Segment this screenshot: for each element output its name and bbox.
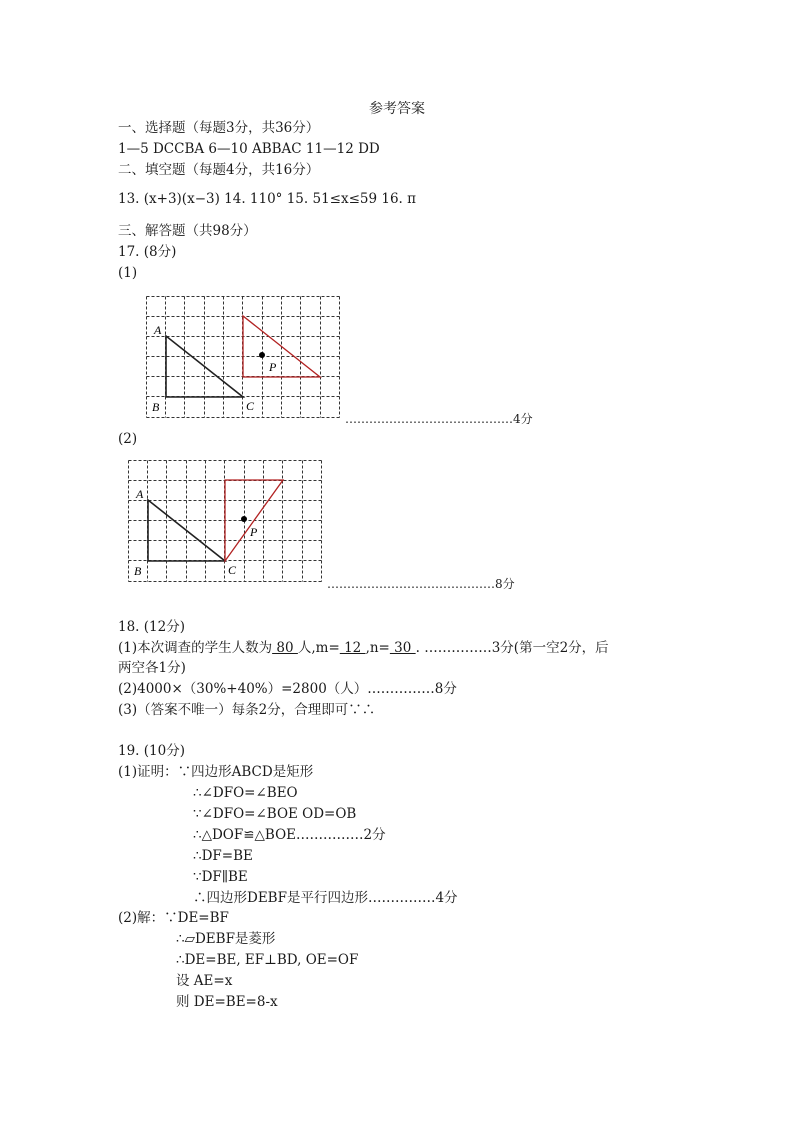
page-title: 参考答案 [369, 101, 425, 117]
q18-header: 18. (12分) [118, 619, 185, 635]
label-a-1: A [154, 323, 162, 337]
label-b-1: B [152, 400, 160, 414]
q18-line2: 两空各1分) [118, 660, 186, 676]
q18-blank-students: 80 [272, 640, 298, 656]
q19-line1: (1)证明：∵四边形ABCD是矩形 [118, 764, 314, 780]
section1-heading: 一、选择题（每题3分，共36分） [118, 120, 320, 136]
q19-header: 19. (10分) [118, 743, 185, 759]
q19-line4: ∴△DOF≌△BOE……………2分 [193, 827, 386, 843]
q19-line10: ∴DE=BE, EF⊥BD, OE=OF [176, 952, 359, 968]
q18-line1-mid1: 人,m= [297, 640, 340, 656]
label-a-2: A [136, 487, 144, 501]
q19-line9: ∴▱DEBF是菱形 [176, 931, 276, 947]
q17-part2-score: ……………………………………8分 [327, 577, 515, 591]
label-c-2: C [228, 563, 237, 577]
q19-line5: ∴DF=BE [193, 848, 253, 864]
q18-line1-prefix: (1)本次调查的学生人数为 [118, 640, 273, 656]
q18-blank-m: 12 [339, 640, 366, 656]
label-p-2: P [250, 525, 258, 539]
q19-line3: ∵∠DFO=∠BOE OD=OB [193, 806, 357, 822]
q17-part2-label: (2) [118, 431, 138, 447]
q18-line1-suffix: . ……………3分(第一空2分，后 [415, 640, 609, 656]
label-c-1: C [246, 399, 255, 413]
section2-heading: 二、填空题（每题4分，共16分） [118, 162, 320, 178]
label-b-2: B [134, 564, 142, 578]
point-p-1 [259, 352, 265, 358]
section2-answers: 13. (x+3)(x−3) 14. 110° 15. 51≤x≤59 16. π [118, 191, 416, 207]
q19-line11: 设 AE=x [176, 973, 233, 989]
grid-figure-1 [146, 296, 342, 420]
q18-line4: (3)（答案不唯一）每条2分，合理即可∵∴ [118, 702, 376, 718]
point-p-2 [241, 516, 247, 522]
q18-line1 [118, 639, 609, 657]
q17-header: 17. (8分) [118, 244, 177, 260]
section3-heading: 三、解答题（共98分） [118, 223, 257, 239]
section1-answers: 1—5 DCCBA 6—10 ABBAC 11—12 DD [118, 141, 380, 157]
q19-line6: ∵DF∥BE [193, 869, 248, 885]
label-p-1: P [269, 360, 277, 374]
q18-line1-mid2: ,n= [365, 640, 390, 656]
grid-figure-2 [128, 460, 324, 584]
q19-line7: ∴四边形DEBF是平行四边形……………4分 [193, 890, 458, 906]
q19-line2: ∴∠DFO=∠BEO [193, 785, 298, 801]
q19-line12: 则 DE=BE=8-x [176, 994, 278, 1010]
q18-line3: (2)4000×（30%+40%）=2800（人）……………8分 [118, 681, 457, 697]
q17-part1-label: (1) [118, 265, 138, 281]
q17-part1-score: ……………………………………4分 [345, 412, 533, 426]
q18-blank-n: 30 [389, 640, 416, 656]
q19-line8: (2)解：∵DE=BF [118, 910, 229, 926]
